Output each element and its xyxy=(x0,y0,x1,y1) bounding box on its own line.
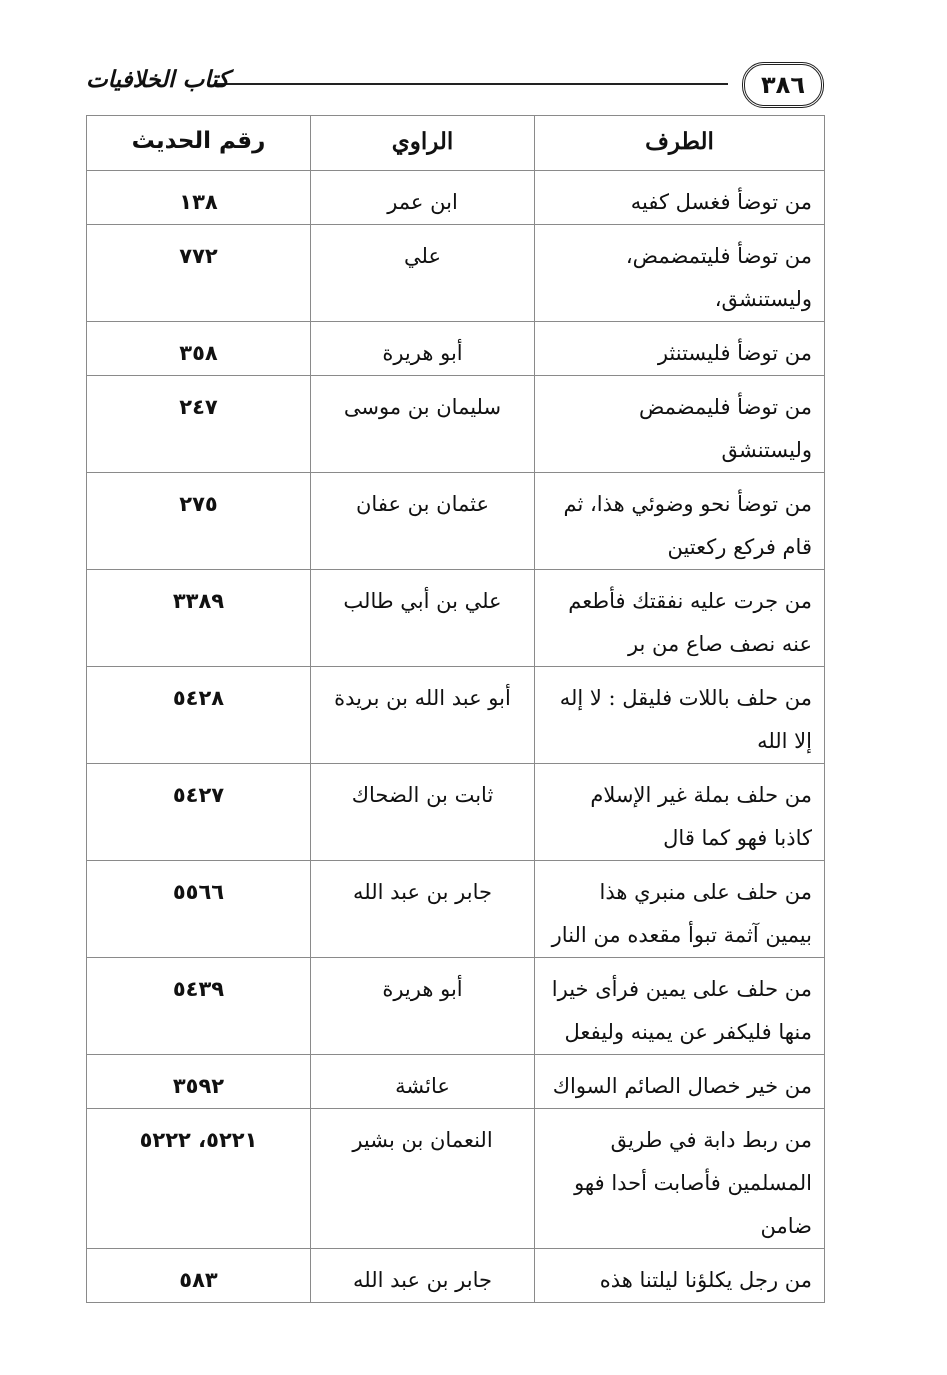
cell-rawi: أبو هريرة xyxy=(311,322,535,376)
cell-hadith-number: ٥٢٢١، ٥٢٢٢ xyxy=(87,1109,311,1249)
cell-hadith-number: ٥٤٢٧ xyxy=(87,764,311,861)
cell-tarf: من حلف على يمين فرأى خيرا منها فليكفر عن يمينه وليفعل xyxy=(535,958,825,1055)
cell-tarf: من توضأ فليمضمض وليستنشق xyxy=(535,376,825,473)
hadith-index-table xyxy=(86,115,825,1303)
book-title: كتاب الخلافيات xyxy=(86,66,230,93)
cell-rawi: أبو عبد الله بن بريدة xyxy=(311,667,535,764)
table-row xyxy=(87,570,825,667)
cell-rawi: جابر بن عبد الله xyxy=(311,1249,535,1303)
table-row xyxy=(87,225,825,322)
cell-tarf: من ربط دابة في طريق المسلمين فأصابت أحدا فهو ضامن xyxy=(535,1109,825,1249)
cell-tarf: من حلف بملة غير الإسلام كاذبا فهو كما قال xyxy=(535,764,825,861)
table-row xyxy=(87,376,825,473)
cell-rawi: سليمان بن موسى xyxy=(311,376,535,473)
table-row xyxy=(87,473,825,570)
page-number-badge: ٣٨٦ xyxy=(742,62,824,108)
cell-tarf: من حلف باللات فليقل : لا إله إلا الله xyxy=(535,667,825,764)
cell-hadith-number: ١٣٨ xyxy=(87,171,311,225)
cell-tarf: من رجل يكلؤنا ليلتنا هذه xyxy=(535,1249,825,1303)
table-row xyxy=(87,764,825,861)
header-rule xyxy=(214,83,728,85)
cell-rawi: النعمان بن بشير xyxy=(311,1109,535,1249)
cell-tarf: من توضأ فليتمضمض، وليستنشق، xyxy=(535,225,825,322)
cell-rawi: علي بن أبي طالب xyxy=(311,570,535,667)
cell-hadith-number: ٥٤٢٨ xyxy=(87,667,311,764)
table-row xyxy=(87,171,825,225)
cell-hadith-number: ٧٧٢ xyxy=(87,225,311,322)
table-row xyxy=(87,958,825,1055)
table-row xyxy=(87,1249,825,1303)
cell-rawi: علي xyxy=(311,225,535,322)
table-row xyxy=(87,667,825,764)
cell-hadith-number: ٥٨٣ xyxy=(87,1249,311,1303)
cell-rawi: أبو هريرة xyxy=(311,958,535,1055)
cell-rawi: عائشة xyxy=(311,1055,535,1109)
cell-rawi: ثابت بن الضحاك xyxy=(311,764,535,861)
table-row xyxy=(87,1109,825,1249)
cell-hadith-number: ٢٤٧ xyxy=(87,376,311,473)
cell-hadith-number: ٥٤٣٩ xyxy=(87,958,311,1055)
cell-rawi: جابر بن عبد الله xyxy=(311,861,535,958)
cell-tarf: من توضأ فغسل كفيه xyxy=(535,171,825,225)
cell-tarf: من توضأ فليستنثر xyxy=(535,322,825,376)
cell-hadith-number: ٥٥٦٦ xyxy=(87,861,311,958)
cell-tarf: من حلف على منبري هذا بيمين آثمة تبوأ مقعده من النار xyxy=(535,861,825,958)
table-row xyxy=(87,1055,825,1109)
table-row xyxy=(87,322,825,376)
cell-hadith-number: ٣٣٨٩ xyxy=(87,570,311,667)
cell-rawi: ابن عمر xyxy=(311,171,535,225)
cell-tarf: من توضأ نحو وضوئي هذا، ثم قام فركع ركعتين xyxy=(535,473,825,570)
table-body xyxy=(87,171,825,1303)
cell-hadith-number: ٢٧٥ xyxy=(87,473,311,570)
page-header xyxy=(86,62,824,108)
cell-rawi: عثمان بن عفان xyxy=(311,473,535,570)
column-header-rawi: الراوي xyxy=(311,116,535,171)
column-header-hadith-number: رقم الحديث xyxy=(87,116,311,171)
table-row xyxy=(87,861,825,958)
column-header-tarf: الطرف xyxy=(535,116,825,171)
cell-tarf: من جرت عليه نفقتك فأطعم عنه نصف صاع من بر xyxy=(535,570,825,667)
cell-tarf: من خير خصال الصائم السواك xyxy=(535,1055,825,1109)
cell-hadith-number: ٣٥٩٢ xyxy=(87,1055,311,1109)
table-header-row xyxy=(87,116,825,171)
cell-hadith-number: ٣٥٨ xyxy=(87,322,311,376)
